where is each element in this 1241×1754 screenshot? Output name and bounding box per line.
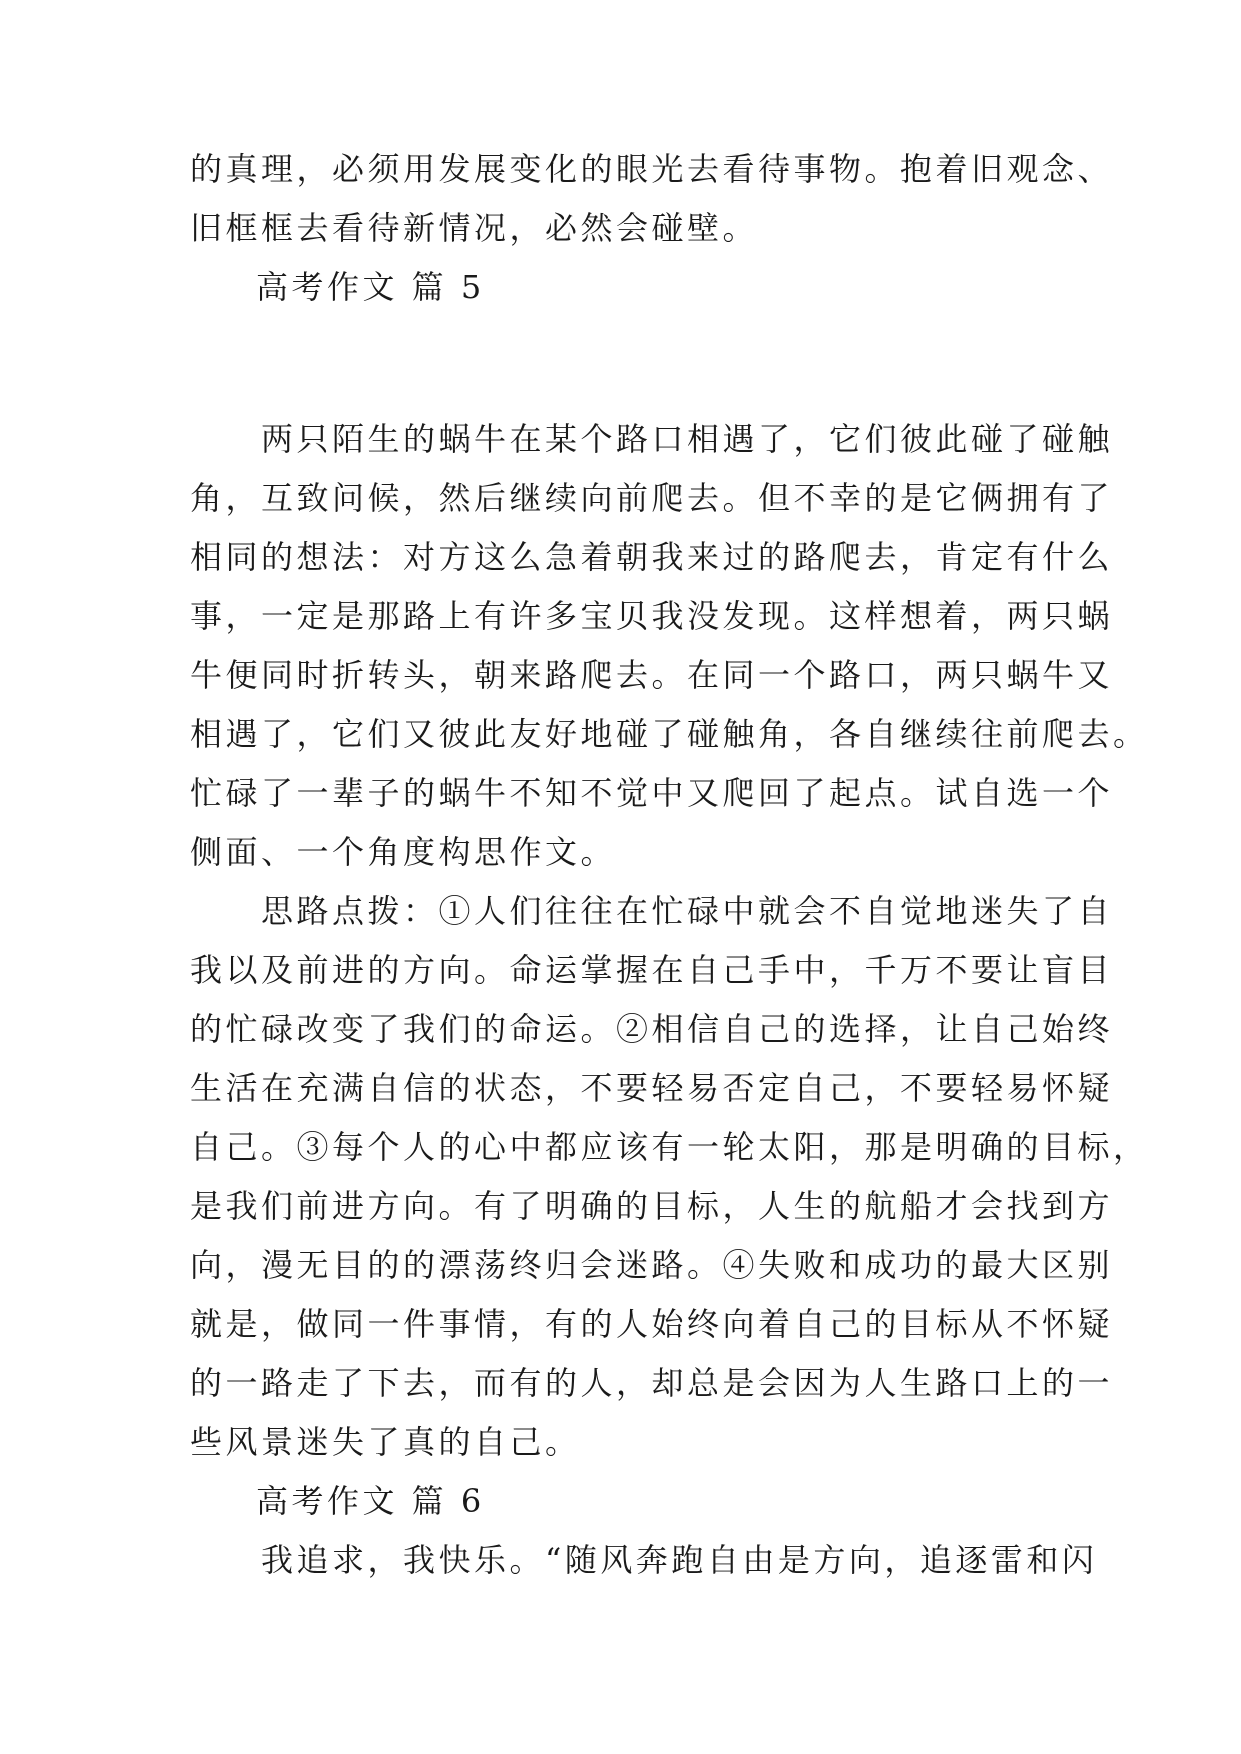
- section-spacer: [190, 317, 1060, 410]
- text-line: 忙碌了一辈子的蜗牛不知不觉中又爬回了起点。试自选一个: [190, 774, 1114, 812]
- text-line: 生活在充满自信的状态，不要轻易否定自己，不要轻易怀疑: [190, 1069, 1114, 1107]
- paragraph-essay-start: [190, 1531, 1098, 1590]
- text-line: 角，互致问候，然后继续向前爬去。但不幸的是它俩拥有了: [190, 479, 1114, 517]
- text-line: 事，一定是那路上有许多宝贝我没发现。这样想着，两只蜗: [190, 597, 1114, 635]
- paragraph-prompt: [190, 410, 1149, 882]
- text-line: 的忙碌改变了我们的命运。②相信自己的选择，让自己始终: [190, 1010, 1114, 1048]
- text-line: 牛便同时折转头，朝来路爬去。在同一个路口，两只蜗牛又: [190, 656, 1114, 694]
- paragraph-hints: [190, 882, 1149, 1472]
- text-line: 我追求，我快乐。“随风奔跑自由是方向，追逐雷和闪: [190, 1541, 1098, 1579]
- text-line: 我以及前进的方向。命运掌握在自己手中，千万不要让盲目: [190, 951, 1114, 989]
- section-heading-5: 高考作文 篇 5: [256, 268, 485, 306]
- text-line: 相遇了，它们又彼此友好地碰了碰触角，各自继续往前爬去。: [190, 715, 1149, 753]
- text-line: 是我们前进方向。有了明确的目标，人生的航船才会找到方: [190, 1187, 1114, 1225]
- text-line: 些风景迷失了真的自己。: [190, 1423, 581, 1461]
- text-line: 侧面、一个角度构思作文。: [190, 833, 617, 871]
- text-line: 就是，做同一件事情，有的人始终向着自己的目标从不怀疑: [190, 1305, 1114, 1343]
- text-line: 旧框框去看待新情况，必然会碰壁。: [190, 209, 759, 247]
- text-line: 向，漫无目的的漂荡终归会迷路。④失败和成功的最大区别: [190, 1246, 1114, 1284]
- document-body: [190, 140, 1149, 1590]
- text-line: 自己。③每个人的心中都应该有一轮太阳，那是明确的目标，: [190, 1128, 1149, 1166]
- text-line: 思路点拨：①人们往往在忙碌中就会不自觉地迷失了自: [190, 892, 1114, 930]
- text-line: 相同的想法：对方这么急着朝我来过的路爬去，肯定有什么: [190, 538, 1114, 576]
- text-line: 的真理，必须用发展变化的眼光去看待事物。抱着旧观念、: [190, 150, 1114, 188]
- text-line: 的一路走了下去，而有的人，却总是会因为人生路口上的一: [190, 1364, 1114, 1402]
- text-line: 两只陌生的蜗牛在某个路口相遇了，它们彼此碰了碰触: [190, 420, 1114, 458]
- section-heading-6: 高考作文 篇 6: [256, 1482, 485, 1520]
